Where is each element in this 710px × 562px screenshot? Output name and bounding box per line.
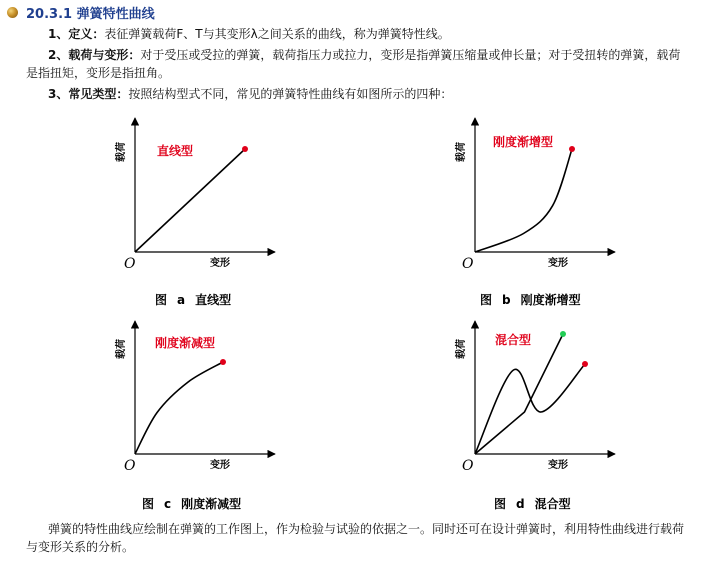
origin-label: O	[462, 256, 474, 272]
caption-fig: 图	[480, 293, 493, 307]
curve-group	[135, 146, 248, 252]
x-axis-label: 变形	[210, 258, 230, 269]
item-text: 表征弹簧载荷F、T与其变形λ之间关系的曲线，称为弹簧特性线。	[104, 27, 450, 41]
figure-b-chart	[450, 110, 620, 275]
closing-paragraph: 弹簧的特性曲线应绘制在弹簧的工作图上，作为检验与试验的依据之一。同时还可在设计弹簧时，利用特性曲线进行载荷与变形关系的分析。	[26, 522, 685, 554]
y-axis-label: 载荷	[116, 339, 127, 359]
origin-label: O	[124, 256, 136, 272]
curve-line	[135, 362, 223, 454]
item-text: 对于受压或受拉的弹簧，载荷指压力或拉力，变形是指弹簧压缩量或伸长量；对于受扭转的弹簧，载荷是指扭矩，变形是指扭角。	[26, 48, 681, 80]
caption-letter: b	[502, 293, 511, 307]
y-axis-label: 载荷	[456, 339, 467, 359]
caption-a	[155, 291, 241, 308]
caption-letter: d	[516, 497, 525, 511]
caption-d	[494, 495, 581, 512]
caption-name: 混合型	[534, 497, 571, 511]
item-load-deformation	[26, 46, 690, 82]
figure-a-chart	[110, 110, 280, 275]
section-number: 20.3.1	[26, 7, 73, 22]
item-label: 3、常见类型：	[48, 87, 129, 101]
caption-fig: 图	[142, 497, 155, 511]
caption-name: 直线型	[195, 293, 232, 307]
origin-label: O	[462, 458, 474, 474]
caption-fig: 图	[155, 293, 168, 307]
curve-line	[135, 149, 245, 252]
curve-group	[475, 146, 575, 252]
item-definition	[48, 25, 688, 43]
curve-line	[475, 149, 572, 252]
item-common-types	[48, 85, 452, 103]
section-title: 弹簧特性曲线	[76, 7, 155, 22]
figure-c-chart	[110, 317, 280, 482]
curve-title: 刚度渐增型	[493, 135, 554, 149]
x-axis-label: 变形	[548, 258, 568, 269]
curve-title: 刚度渐减型	[155, 336, 216, 350]
curve-endpoint	[582, 361, 588, 367]
curve-title: 直线型	[157, 144, 194, 158]
figure-d-chart	[450, 317, 620, 482]
caption-fig: 图	[494, 497, 507, 511]
y-axis-label: 载荷	[456, 142, 467, 162]
item-text: 按照结构型式不同，常见的弹簧特性曲线有如图所示的四种：	[128, 87, 453, 101]
caption-name: 刚度渐增型	[520, 293, 581, 307]
caption-name: 刚度渐减型	[181, 497, 242, 511]
curve-endpoint	[220, 359, 226, 365]
curve-group	[475, 331, 588, 454]
curve-endpoint	[242, 146, 248, 152]
x-axis-label: 变形	[210, 460, 230, 471]
section-bullet-icon	[7, 7, 18, 18]
x-axis-label: 变形	[548, 460, 568, 471]
item-label: 1、定义：	[48, 27, 105, 41]
curve-endpoint	[560, 331, 566, 337]
origin-label: O	[124, 458, 136, 474]
curve-group	[135, 359, 226, 454]
caption-b	[480, 291, 591, 308]
section-heading	[26, 3, 155, 22]
caption-letter: c	[164, 497, 172, 511]
curve-endpoint	[569, 146, 575, 152]
item-label: 2、载荷与变形：	[48, 48, 141, 62]
caption-letter: a	[177, 293, 186, 307]
curve-line	[475, 334, 563, 454]
y-axis-label: 载荷	[116, 142, 127, 162]
caption-c	[142, 495, 251, 512]
curve-title: 混合型	[495, 333, 532, 347]
